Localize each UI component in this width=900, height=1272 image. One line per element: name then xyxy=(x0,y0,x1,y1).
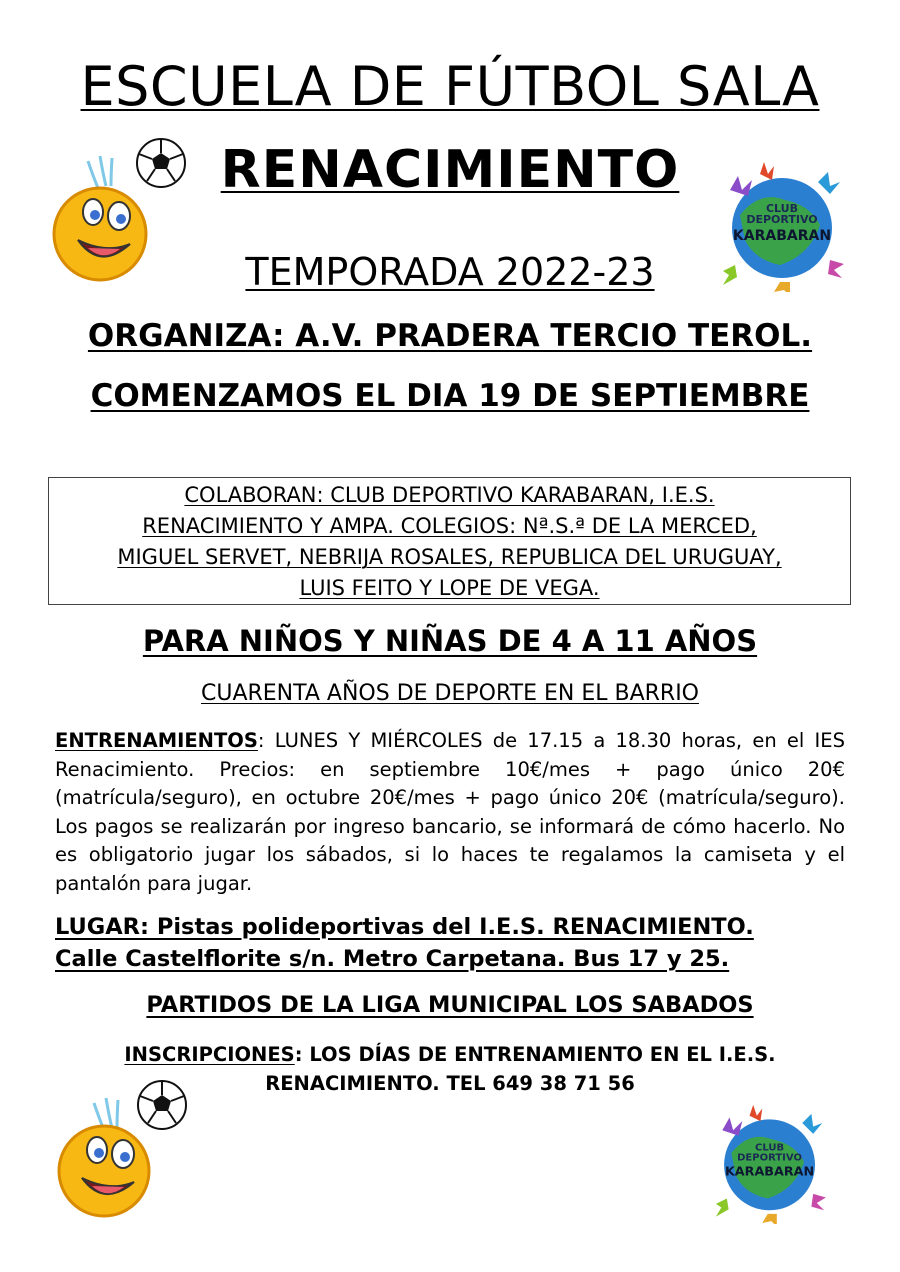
organizer: ORGANIZA: A.V. PRADERA TERCIO TEROL. xyxy=(87,318,813,354)
club-logo-icon xyxy=(700,160,865,292)
age-range: PARA NIÑOS Y NIÑAS DE 4 A 11 AÑOS xyxy=(142,624,758,658)
collaborators-box xyxy=(48,477,851,605)
tagline: CUARENTA AÑOS DE DEPORTE EN EL BARRIO xyxy=(200,681,699,706)
svg-text:KARABARAN: KARABARAN xyxy=(732,228,832,244)
location-info xyxy=(55,911,855,975)
collaborators-line: MIGUEL SERVET, NEBRIJA ROSALES, REPUBLICA DEL URUGUAY, xyxy=(117,545,782,569)
training-text: : LUNES Y MIÉRCOLES de 17.15 a 18.30 horas, en el IES Renacimiento. Precios: en septiembre 10€/mes + pago único 20€ (matrícula/seguro), en octubre 20€/mes + pago único 20€ (matrícula/seguro). Los pagos se realizarán por ingreso bancario, se informará de cómo hacerlo. No es obligatorio jugar los sábados, si lo haces te regalamos la camiseta y el pantalón para jugar. xyxy=(55,729,845,895)
training-label: ENTRENAMIENTOS xyxy=(55,729,258,752)
training-info xyxy=(55,727,845,898)
collaborators-line: RENACIMIENTO Y AMPA. COLEGIOS: Nª.S.ª DE LA MERCED, xyxy=(142,514,757,538)
svg-text:CLUB: CLUB xyxy=(754,1142,785,1154)
season: TEMPORADA 2022-23 xyxy=(245,250,655,294)
location-line: Calle Castelflorite s/n. Metro Carpetana. Bus 17 y 25. xyxy=(55,946,730,972)
collaborators-line: COLABORAN: CLUB DEPORTIVO KARABARAN, I.E.S. xyxy=(184,483,715,507)
start-date: COMENZAMOS EL DIA 19 DE SEPTIEMBRE xyxy=(90,378,810,414)
signup-contact: RENACIMIENTO. TEL 649 38 71 56 xyxy=(265,1072,635,1095)
club-logo-icon xyxy=(695,1102,845,1224)
svg-text:CLUB: CLUB xyxy=(765,202,799,215)
matches-info: PARTIDOS DE LA LIGA MUNICIPAL LOS SABADOS xyxy=(146,992,754,1018)
smiley-mascot-icon xyxy=(48,136,198,286)
signup-label: INSCRIPCIONES xyxy=(124,1043,295,1066)
svg-text:DEPORTIVO: DEPORTIVO xyxy=(746,213,818,226)
collaborators-line: LUIS FEITO Y LOPE DE VEGA. xyxy=(299,576,600,600)
svg-text:KARABARAN: KARABARAN xyxy=(724,1163,815,1179)
signup-text: : LOS DÍAS DE ENTRENAMIENTO EN EL I.E.S. xyxy=(294,1043,776,1066)
svg-text:DEPORTIVO: DEPORTIVO xyxy=(737,1152,802,1164)
smiley-mascot-icon xyxy=(54,1078,204,1223)
school-title: ESCUELA DE FÚTBOL SALA xyxy=(80,55,820,118)
club-name: RENACIMIENTO xyxy=(220,140,680,200)
location-line: LUGAR: Pistas polideportivas del I.E.S. RENACIMIENTO. xyxy=(55,914,754,940)
